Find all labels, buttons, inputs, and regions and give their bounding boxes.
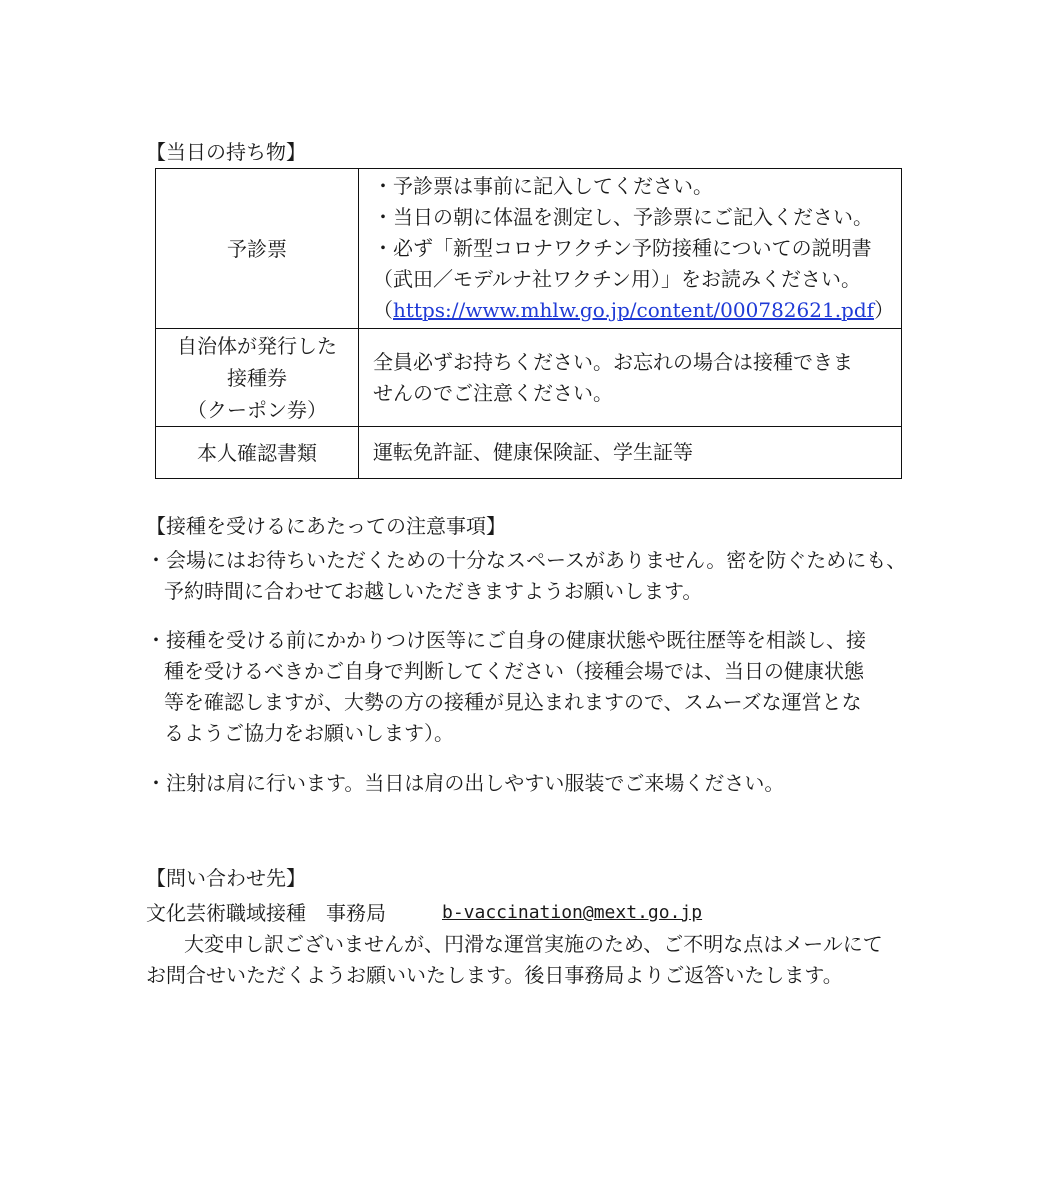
contact-body — [146, 929, 916, 991]
table-row — [156, 329, 902, 427]
desc-line: せんのでご注意ください。 — [373, 380, 613, 405]
note-item — [146, 768, 906, 799]
mhlw-pdf-link[interactable]: https://www.mhlw.go.jp/content/000782621.pdf — [393, 298, 875, 322]
belongings-heading: 【当日の持ち物】 — [146, 140, 306, 164]
row-label-text: 接種券 — [227, 365, 287, 390]
desc-line: 全員必ずお持ちください。お忘れの場合は接種できま — [373, 349, 853, 374]
row-label-id — [156, 427, 359, 479]
row-label-text: 自治体が発行した — [177, 333, 337, 358]
note-line: 種を受けるべきかご自身で判断してください（接種会場では、当日の健康状態 — [164, 659, 864, 683]
row-desc-coupon — [359, 329, 902, 427]
desc-line: ・予診票は事前に記入してください。 — [373, 174, 713, 198]
note-item — [146, 625, 906, 749]
table-row — [156, 169, 902, 329]
note-line: ・注射は肩に行います。当日は肩の出しやすい服装でご来場ください。 — [146, 771, 785, 795]
notes-heading: 【接種を受けるにあたっての注意事項】 — [146, 514, 506, 538]
row-label-questionnaire — [156, 169, 359, 329]
desc-line: ・当日の朝に体温を測定し、予診票にご記入ください。 — [373, 205, 873, 229]
row-label-text: 本人確認書類 — [197, 440, 317, 465]
row-desc-questionnaire — [359, 169, 902, 329]
link-prefix: （ — [373, 298, 393, 322]
note-line: ・接種を受ける前にかかりつけ医等にご自身の健康状態や既往歴等を相談し、接 — [146, 628, 866, 652]
link-suffix: ） — [874, 298, 895, 322]
row-desc-id — [359, 427, 902, 479]
row-label-text: （クーポン券） — [187, 397, 327, 422]
contact-office: 文化芸術職域接種 事務局 — [146, 901, 386, 925]
row-label-coupon — [156, 329, 359, 427]
belongings-table — [155, 168, 902, 479]
contact-line: 大変申し訳ございませんが、円滑な運営実施のため、ご不明な点はメールにて — [184, 932, 883, 956]
desc-line: 運転免許証、健康保険証、学生証等 — [373, 440, 693, 464]
contact-line: お問合せいただくようお願いいたします。後日事務局よりご返答いたします。 — [146, 963, 843, 987]
desc-link-line — [373, 295, 897, 326]
note-line: ・会場にはお待ちいただくための十分なスペースがありません。密を防ぐためにも、 — [146, 548, 907, 572]
note-line: 等を確認しますが、大勢の方の接種が見込まれますので、スムーズな運営とな — [164, 690, 862, 714]
note-line: 予約時間に合わせてお越しいただきますようお願いします。 — [164, 579, 703, 603]
contact-email-link[interactable]: b-vaccination@mext.go.jp — [442, 902, 703, 923]
table-row — [156, 427, 902, 479]
contact-heading: 【問い合わせ先】 — [146, 866, 306, 890]
desc-line: （武田／モデルナ社ワクチン用）」をお読みください。 — [373, 267, 861, 291]
note-line: るようご協力をお願いします）。 — [164, 721, 454, 745]
row-label-text: 予診票 — [227, 236, 287, 261]
note-item — [146, 545, 906, 607]
desc-line: ・必ず「新型コロナワクチン予防接種についての説明書 — [373, 236, 872, 260]
